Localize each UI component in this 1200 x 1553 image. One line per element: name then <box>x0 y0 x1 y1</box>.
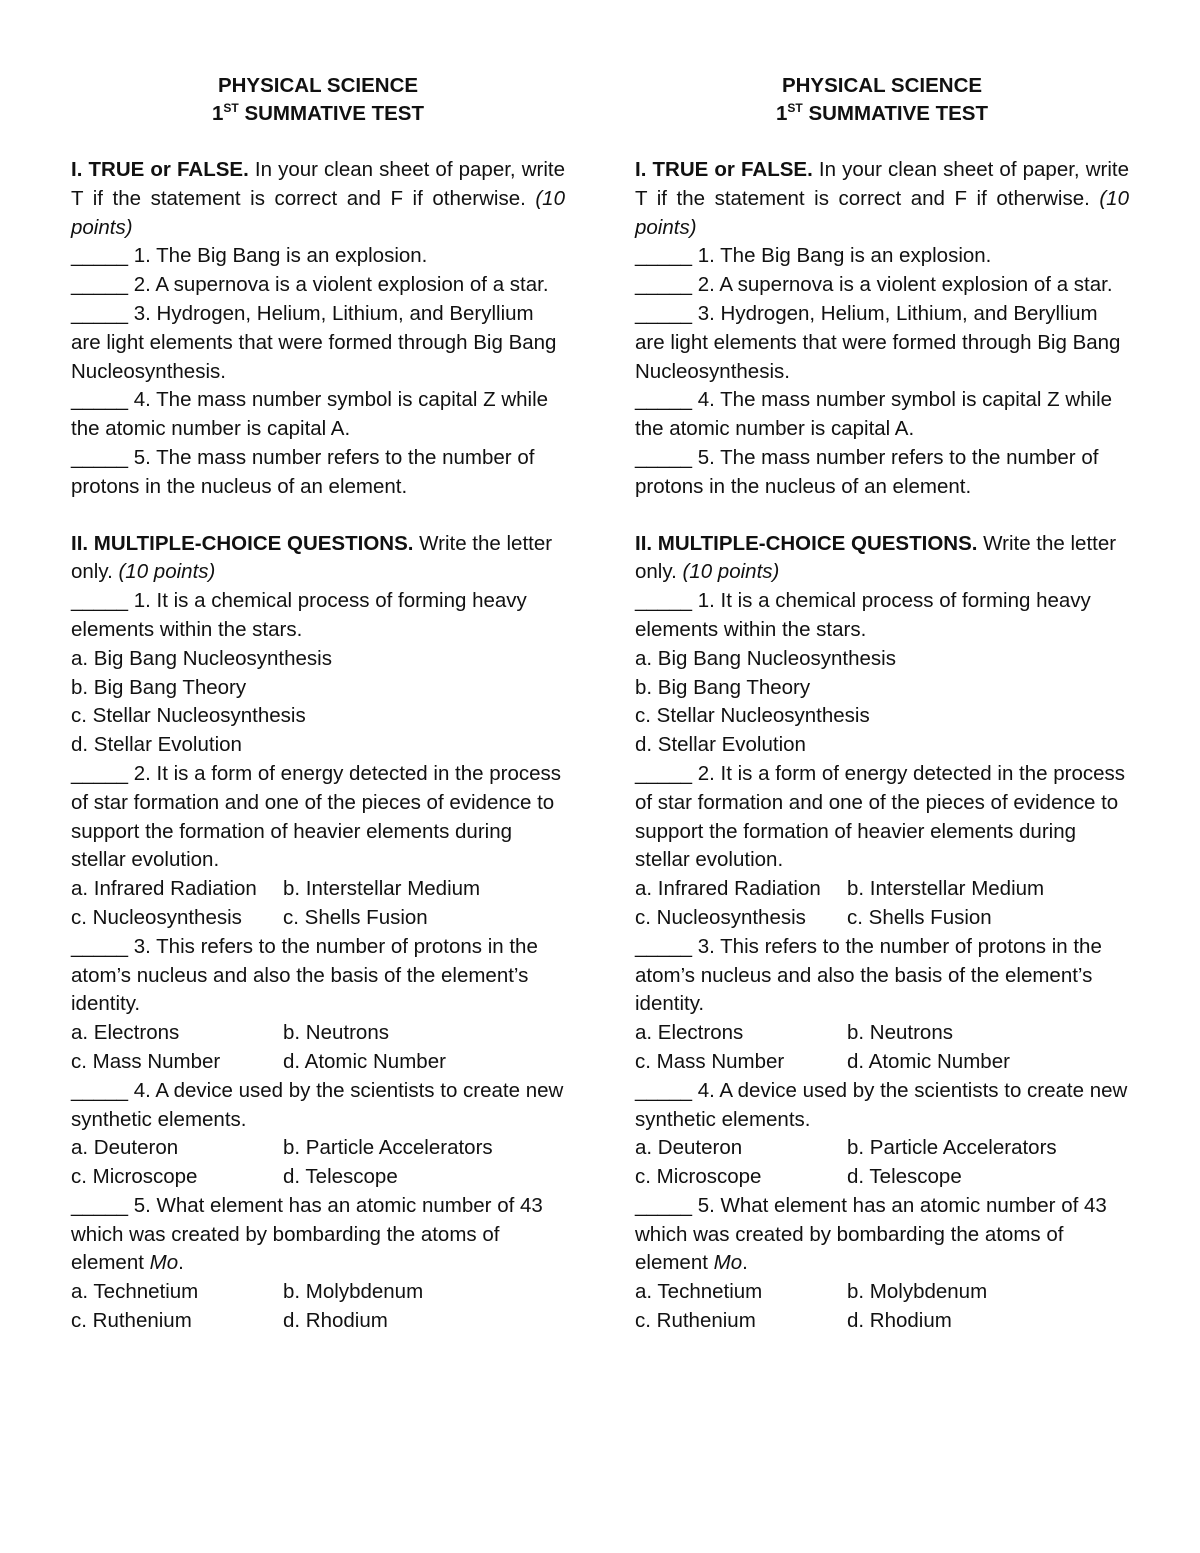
mc-options-row <box>71 904 565 933</box>
answer-blank: _____ <box>71 1078 129 1102</box>
tf-item <box>635 386 1129 444</box>
tf-item-text: 3. Hydrogen, Helium, Lithium, and Beryllium are light elements that were formed through Big Bang Nucleosynthesis. <box>635 301 1121 383</box>
subject-title: PHYSICAL SCIENCE <box>217 74 419 97</box>
mc-question-text: 4. A device used by the scientists to create new synthetic elements. <box>71 1078 564 1131</box>
tf-item-text: 5. The mass number refers to the number of protons in the nucleus of an element. <box>71 445 535 498</box>
mc-options-row <box>71 1048 565 1077</box>
mc-question <box>71 587 565 645</box>
part1-heading: I. TRUE or FALSE. <box>635 158 813 181</box>
tf-item <box>635 242 1129 271</box>
tf-item-text: 3. Hydrogen, Helium, Lithium, and Beryllium are light elements that were formed through Big Bang Nucleosynthesis. <box>71 301 557 383</box>
part2-points: (10 points) <box>118 560 216 584</box>
mc-options-row <box>635 904 1129 933</box>
mc-options-row <box>71 1019 565 1048</box>
mc-option: c. Nucleosynthesis <box>71 905 242 929</box>
mc-options-row <box>635 1278 1129 1307</box>
answer-blank: _____ <box>635 273 693 297</box>
mc-option: b. Interstellar Medium <box>283 877 481 901</box>
mc-option: c. Ruthenium <box>635 1309 756 1333</box>
tf-item-text: 4. The mass number symbol is capital Z while the atomic number is capital A. <box>635 388 1113 441</box>
mc-option: d. Rhodium <box>847 1309 952 1333</box>
mc-option: a. Big Bang Nucleosynthesis <box>635 646 896 670</box>
mc-options-row <box>71 1307 565 1336</box>
mc-options-row <box>71 1278 565 1307</box>
test-ordinal-suffix: ST <box>787 101 803 115</box>
element-symbol: Mo <box>149 1251 179 1275</box>
test-name: SUMMATIVE TEST <box>808 102 989 125</box>
test-header <box>71 72 565 128</box>
mc-question <box>635 760 1129 875</box>
part2-points: (10 points) <box>682 560 780 584</box>
test-ordinal-suffix: ST <box>223 101 239 115</box>
mc-options-row <box>635 1048 1129 1077</box>
mc-question <box>71 1192 565 1278</box>
tf-item-text: 2. A supernova is a violent explosion of a star. <box>697 273 1113 297</box>
part2-instructions <box>71 530 565 588</box>
tf-item <box>635 271 1129 300</box>
test-title <box>635 100 1129 128</box>
test-header <box>635 72 1129 128</box>
answer-blank: _____ <box>71 388 129 412</box>
part2-instructions <box>635 530 1129 588</box>
answer-blank: _____ <box>71 445 129 469</box>
mc-option: c. Stellar Nucleosynthesis <box>71 704 306 728</box>
part2-instruction-text: Write the letter only. <box>71 531 553 584</box>
answer-blank: _____ <box>635 934 693 958</box>
mc-question-text: 2. It is a form of energy detected in the process of star formation and one of the pieces of evidence to support the formation of heavier elements during stellar evolution. <box>71 761 562 872</box>
part2-instruction-text: Write the letter only. <box>635 531 1117 584</box>
mc-option: a. Technetium <box>71 1280 199 1304</box>
test-copy-left <box>71 72 565 1336</box>
answer-blank: _____ <box>635 1193 693 1217</box>
answer-blank: _____ <box>635 589 693 613</box>
mc-options-row <box>635 1019 1129 1048</box>
answer-blank: _____ <box>71 761 129 785</box>
tf-item-text: 4. The mass number symbol is capital Z while the atomic number is capital A. <box>71 388 549 441</box>
tf-item-text: 1. The Big Bang is an explosion. <box>133 244 428 268</box>
part1-instructions <box>71 156 565 242</box>
mc-option: a. Electrons <box>635 1021 744 1045</box>
answer-blank: _____ <box>635 761 693 785</box>
answer-blank: _____ <box>635 388 693 412</box>
answer-blank: _____ <box>71 1193 129 1217</box>
answer-blank: _____ <box>71 589 129 613</box>
answer-blank: _____ <box>71 273 129 297</box>
mc-option: b. Molybdenum <box>283 1280 424 1304</box>
mc-question-text: 4. A device used by the scientists to create new synthetic elements. <box>635 1078 1128 1131</box>
mc-options-row <box>71 1163 565 1192</box>
test-ordinal: 1 <box>211 102 224 125</box>
mc-question-text: 3. This refers to the number of protons in the atom’s nucleus and also the basis of the element’s identity. <box>635 934 1102 1016</box>
mc-question-text: 5. What element has an atomic number of 43 which was created by bombarding the atoms of element <box>635 1193 1107 1275</box>
tf-item <box>71 300 565 386</box>
mc-question <box>635 933 1129 1019</box>
part1-points: (10 points) <box>71 186 565 239</box>
mc-option: a. Infrared Radiation <box>635 877 821 901</box>
mc-option: c. Microscope <box>635 1165 762 1189</box>
part1-instruction-text: In your clean sheet of paper, write T if the statement is correct and F if otherwise. <box>635 158 1129 210</box>
test-copy-right <box>635 72 1129 1336</box>
test-name: SUMMATIVE TEST <box>244 102 425 125</box>
tf-item-text: 5. The mass number refers to the number of protons in the nucleus of an element. <box>635 445 1099 498</box>
mc-option: d. Rhodium <box>283 1309 388 1333</box>
mc-question <box>635 587 1129 645</box>
mc-option: c. Shells Fusion <box>847 905 992 929</box>
mc-option: a. Big Bang Nucleosynthesis <box>71 646 332 670</box>
tf-item <box>71 444 565 502</box>
mc-options-row <box>635 1307 1129 1336</box>
mc-question <box>71 760 565 875</box>
mc-option: a. Deuteron <box>71 1136 179 1160</box>
mc-option: c. Shells Fusion <box>283 905 428 929</box>
tf-item <box>71 271 565 300</box>
test-title <box>71 100 565 128</box>
tf-item <box>71 242 565 271</box>
mc-option: b. Interstellar Medium <box>847 877 1045 901</box>
test-ordinal: 1 <box>775 102 788 125</box>
mc-option: b. Molybdenum <box>847 1280 988 1304</box>
mc-option: d. Telescope <box>847 1165 962 1189</box>
mc-question-text: 2. It is a form of energy detected in the process of star formation and one of the pieces of evidence to support the formation of heavier elements during stellar evolution. <box>635 761 1126 872</box>
mc-option: b. Particle Accelerators <box>283 1136 493 1160</box>
mc-question-text: 5. What element has an atomic number of 43 which was created by bombarding the atoms of element <box>71 1193 543 1275</box>
mc-question <box>635 1192 1129 1278</box>
mc-option: a. Infrared Radiation <box>71 877 257 901</box>
mc-option: d. Stellar Evolution <box>635 733 806 757</box>
part1-points: (10 points) <box>635 186 1129 239</box>
answer-blank: _____ <box>635 1078 693 1102</box>
part1-heading: I. TRUE or FALSE. <box>71 158 249 181</box>
subject-title: PHYSICAL SCIENCE <box>781 74 983 97</box>
mc-option: d. Atomic Number <box>847 1049 1010 1073</box>
answer-blank: _____ <box>635 244 693 268</box>
answer-blank: _____ <box>71 301 129 325</box>
mc-option: c. Microscope <box>71 1165 198 1189</box>
mc-question <box>635 1077 1129 1135</box>
mc-question <box>71 1077 565 1135</box>
mc-option: b. Particle Accelerators <box>847 1136 1057 1160</box>
mc-option: d. Telescope <box>283 1165 398 1189</box>
mc-option: c. Nucleosynthesis <box>635 905 806 929</box>
mc-question-end: . <box>742 1251 748 1275</box>
mc-option: d. Atomic Number <box>283 1049 446 1073</box>
mc-question-end: . <box>178 1251 184 1275</box>
part1-instructions <box>635 156 1129 242</box>
mc-option: b. Big Bang Theory <box>71 675 247 699</box>
mc-question-text: 1. It is a chemical process of forming heavy elements within the stars. <box>635 589 1091 641</box>
tf-item <box>635 444 1129 502</box>
tf-item-text: 1. The Big Bang is an explosion. <box>697 244 992 268</box>
mc-option: b. Big Bang Theory <box>635 675 811 699</box>
answer-blank: _____ <box>71 244 129 268</box>
mc-option: b. Neutrons <box>283 1021 389 1045</box>
part2-heading: II. MULTIPLE-CHOICE QUESTIONS. <box>635 531 978 555</box>
mc-option: d. Stellar Evolution <box>71 733 242 757</box>
mc-options-row <box>635 1163 1129 1192</box>
part1-instruction-text: In your clean sheet of paper, write T if the statement is correct and F if otherwise. <box>71 158 565 210</box>
mc-question <box>71 933 565 1019</box>
answer-blank: _____ <box>71 934 129 958</box>
mc-option: c. Ruthenium <box>71 1309 192 1333</box>
mc-option: a. Technetium <box>635 1280 763 1304</box>
mc-options-row <box>71 875 565 904</box>
mc-option: a. Electrons <box>71 1021 180 1045</box>
answer-blank: _____ <box>635 445 693 469</box>
mc-options-row <box>635 875 1129 904</box>
tf-item-text: 2. A supernova is a violent explosion of a star. <box>133 273 549 297</box>
mc-question-text: 3. This refers to the number of protons in the atom’s nucleus and also the basis of the element’s identity. <box>71 934 538 1016</box>
part2-heading: II. MULTIPLE-CHOICE QUESTIONS. <box>71 531 414 555</box>
mc-option: c. Stellar Nucleosynthesis <box>635 704 870 728</box>
mc-option: a. Deuteron <box>635 1136 743 1160</box>
mc-options-row <box>635 1134 1129 1163</box>
mc-option: b. Neutrons <box>847 1021 953 1045</box>
mc-option: c. Mass Number <box>635 1049 785 1073</box>
mc-option: c. Mass Number <box>71 1049 221 1073</box>
answer-blank: _____ <box>635 301 693 325</box>
tf-item <box>71 386 565 444</box>
mc-question-text: 1. It is a chemical process of forming heavy elements within the stars. <box>71 589 527 641</box>
element-symbol: Mo <box>713 1251 743 1275</box>
tf-item <box>635 300 1129 386</box>
mc-options-row <box>71 1134 565 1163</box>
